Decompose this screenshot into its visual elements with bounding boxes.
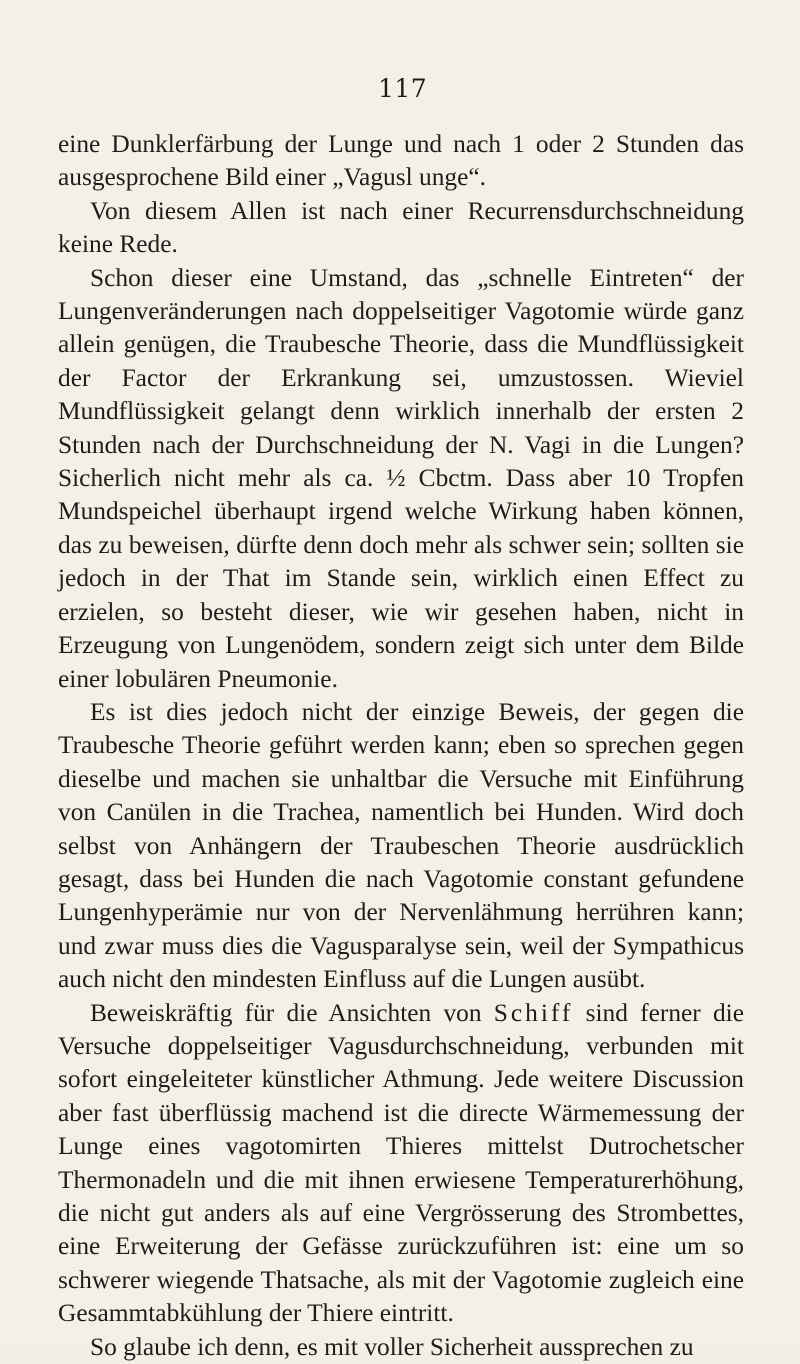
body-text <box>58 128 744 1364</box>
paragraph <box>58 1331 744 1364</box>
paragraph-text: Von diesem Allen ist nach einer Recurrensdurchschneidung keine Rede. <box>58 196 744 259</box>
paragraph-text: eine Dunklerfärbung der Lunge und nach 1 oder 2 Stunden das ausgesprochene Bild einer „Vagusl unge“. <box>58 130 744 192</box>
paragraph <box>58 195 744 262</box>
paragraph-text: Es ist dies jedoch nicht der einzige Beweis, der gegen die Traubesche Theorie geführt werden kann; eben so sprechen gegen dieselbe und machen sie unhaltbar die Versuche mit Einführung von Canülen in die Trachea, namentlich bei Hunden. Wird doch selbst von Anhängern der Traubeschen Theorie ausdrücklich gesagt, dass bei Hunden die nach Vagotomie constant gefundene Lungenhyperämie nur von der Nervenlähmung herrühren kann; und zwar muss dies die Vagusparalyse sein, weil der Sympathicus auch nicht den mindesten Einfluss auf die Lungen ausübt. <box>58 697 744 994</box>
paragraph <box>58 262 744 696</box>
paragraph <box>58 997 744 1331</box>
paragraph-text: sind ferner die Versuche doppelseitiger Vagusdurchschneidung, verbunden mit sofort eingeleiteter künstlicher Athmung. Jede weitere Discussion aber fast überflüssig machend ist die directe Wärmemessung der Lunge eines vagotomirten Thieres mittelst Dutrochetscher Thermonadeln und die mit ihnen erwiesene Temperaturerhöhung, die nicht gut anders als auf eine Vergrösserung des Strombettes, eine Erweiterung der Gefässe zurückzuführen ist: eine um so schwerer wiegende Thatsache, als mit der Vagotomie zugleich eine Gesammtabkühlung der Thiere eintritt. <box>58 998 744 1328</box>
paragraph-text: So glaube ich denn, es mit voller Sicherheit aussprechen zu <box>90 1332 694 1361</box>
paragraph-text: Beweiskräftig für die Ansichten von <box>90 998 494 1027</box>
author-name-schiff: Schiff <box>493 998 574 1027</box>
paragraph-text: Schon dieser eine Umstand, das „schnelle Eintreten“ der Lungenveränderungen nach doppelseitiger Vagotomie würde ganz allein genügen, die Traubesche Theorie, dass die Mundflüssigkeit der Factor der Erkrankung sei, umzustossen. Wieviel Mundflüssigkeit gelangt denn wirklich innerhalb der ersten 2 Stunden nach der Durchschneidung der N. Vagi in die Lungen? Sicherlich nicht mehr als ca. ½ Cbctm. Dass aber 10 Tropfen Mundspeichel überhaupt irgend welche Wirkung haben können, das zu beweisen, dürfte denn doch mehr als schwer sein; sollten sie jedoch in der That im Stande sein, wirklich einen Effect zu erzielen, so besteht dieser, wie wir gesehen haben, nicht in Erzeugung von Lungenödem, sondern zeigt sich unter dem Bilde einer lobulären Pneumonie. <box>58 263 744 693</box>
paragraph <box>58 696 744 997</box>
page-number: 117 <box>378 74 428 103</box>
paragraph <box>58 128 744 195</box>
